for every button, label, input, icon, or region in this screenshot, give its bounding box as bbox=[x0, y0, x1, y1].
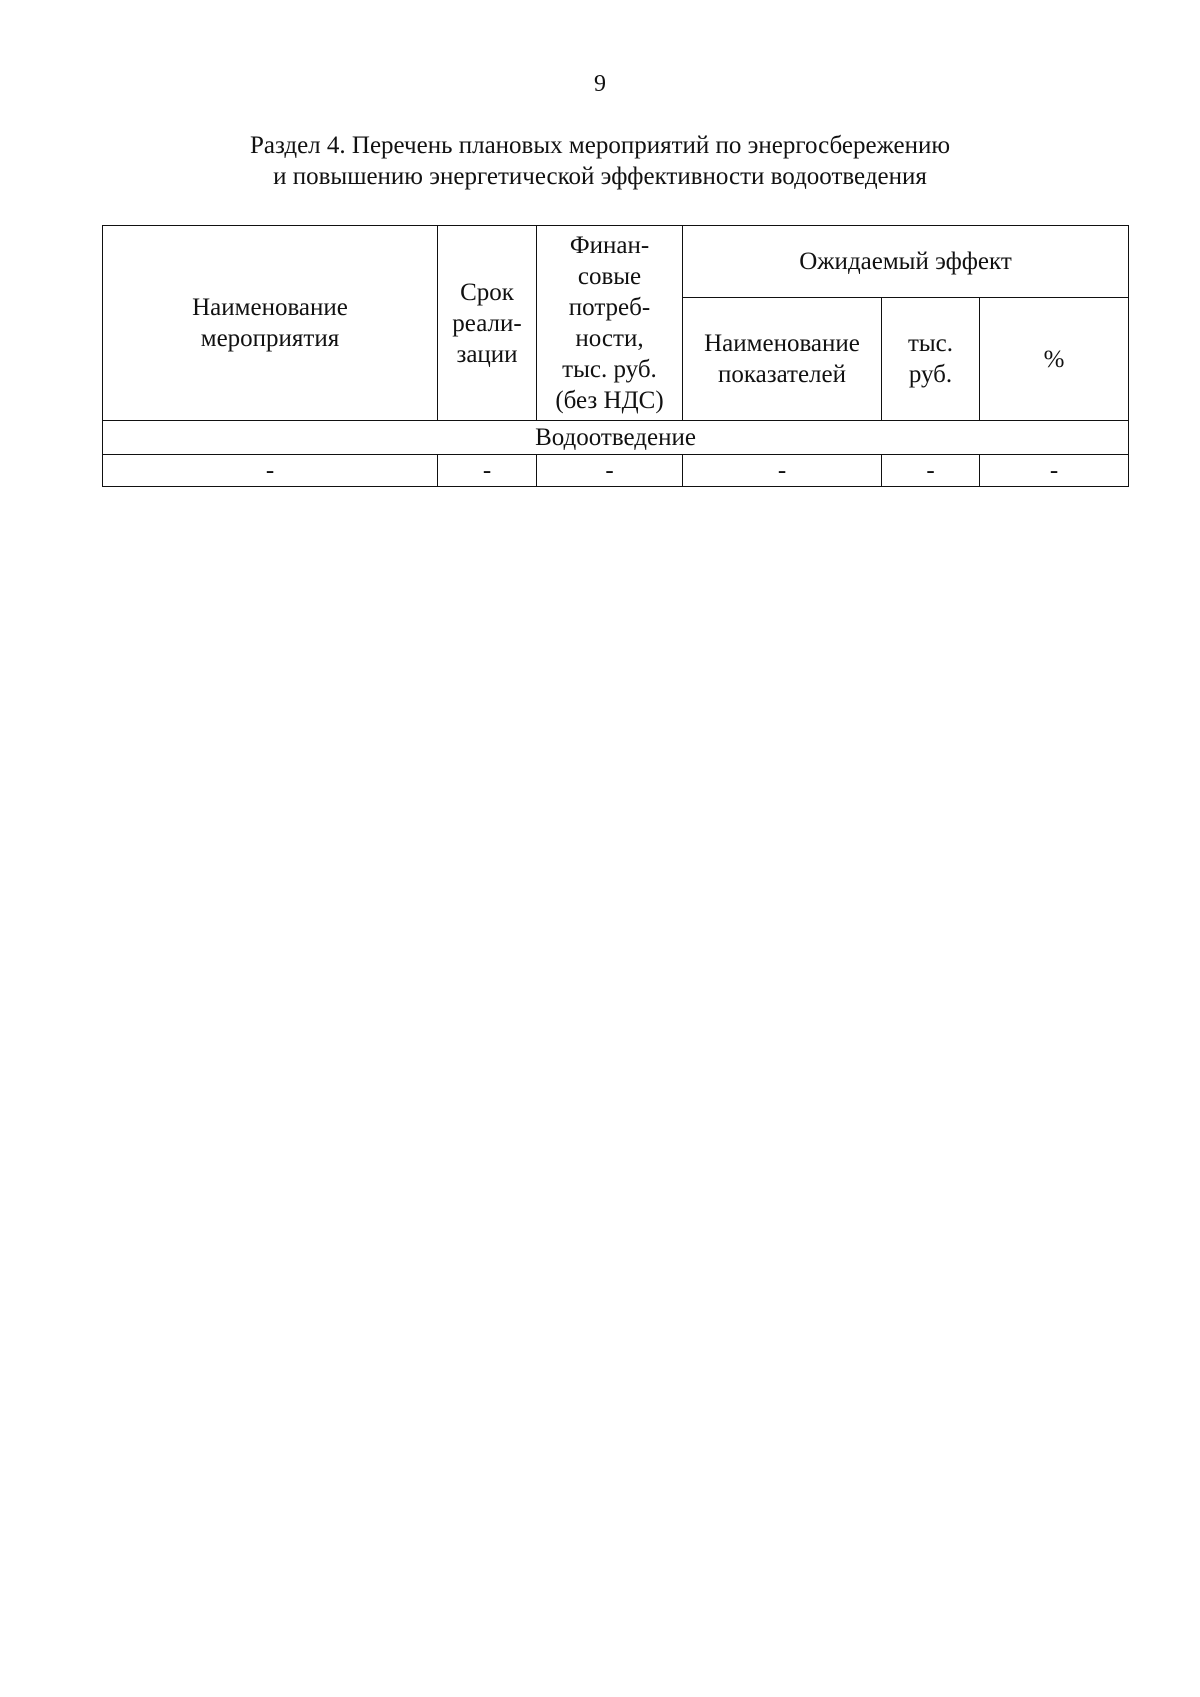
page-number: 9 bbox=[594, 71, 606, 97]
measures-table bbox=[102, 225, 1129, 487]
cell-thousand-rub: - bbox=[882, 455, 980, 487]
table-row bbox=[103, 455, 1129, 487]
header-thousand-rub-line-2: руб. bbox=[908, 361, 953, 388]
header-financial-line-6: (без НДС) bbox=[555, 387, 664, 414]
header-financial-line-3: потреб- bbox=[568, 294, 651, 321]
cell-measure-name: - bbox=[103, 455, 438, 487]
header-percent: % bbox=[980, 298, 1129, 421]
header-term bbox=[438, 226, 537, 421]
cell-indicators: - bbox=[683, 455, 882, 487]
header-thousand-rub bbox=[882, 298, 980, 421]
cell-percent: - bbox=[980, 455, 1129, 487]
header-measure-name bbox=[103, 226, 438, 421]
header-financial-line-1: Финан- bbox=[569, 232, 650, 259]
section-title-line-2: и повышению энергетической эффективности водоотведения bbox=[273, 163, 927, 190]
header-row-top bbox=[103, 226, 1129, 298]
header-financial-line-4: ности, bbox=[575, 325, 644, 352]
header-financial-line-2: совые bbox=[577, 263, 642, 290]
cell-term: - bbox=[438, 455, 537, 487]
header-financial-line-5: тыс. руб. bbox=[562, 356, 657, 383]
header-measure-name-line-2: мероприятия bbox=[200, 325, 340, 352]
section-title bbox=[0, 130, 1200, 192]
header-indicators-line-1: Наименование bbox=[704, 330, 860, 357]
header-indicators bbox=[683, 298, 882, 421]
header-term-line-1: Срок bbox=[460, 278, 514, 306]
header-expected-effect: Ожидаемый эффект bbox=[683, 226, 1129, 298]
header-financial-needs bbox=[537, 226, 683, 421]
header-measure-name-line-1: Наименование bbox=[192, 294, 348, 321]
header-indicators-line-2: показателей bbox=[717, 361, 847, 388]
header-term-line-3: зации bbox=[456, 340, 518, 368]
header-thousand-rub-line-1: тыс. bbox=[907, 330, 954, 357]
group-row bbox=[103, 421, 1129, 455]
section-title-line-1: Раздел 4. Перечень плановых мероприятий по энергосбережению bbox=[249, 132, 951, 159]
cell-financial-needs: - bbox=[537, 455, 683, 487]
header-term-line-2: реали- bbox=[452, 309, 522, 337]
group-label-water-disposal: Водоотведение bbox=[103, 421, 1129, 455]
